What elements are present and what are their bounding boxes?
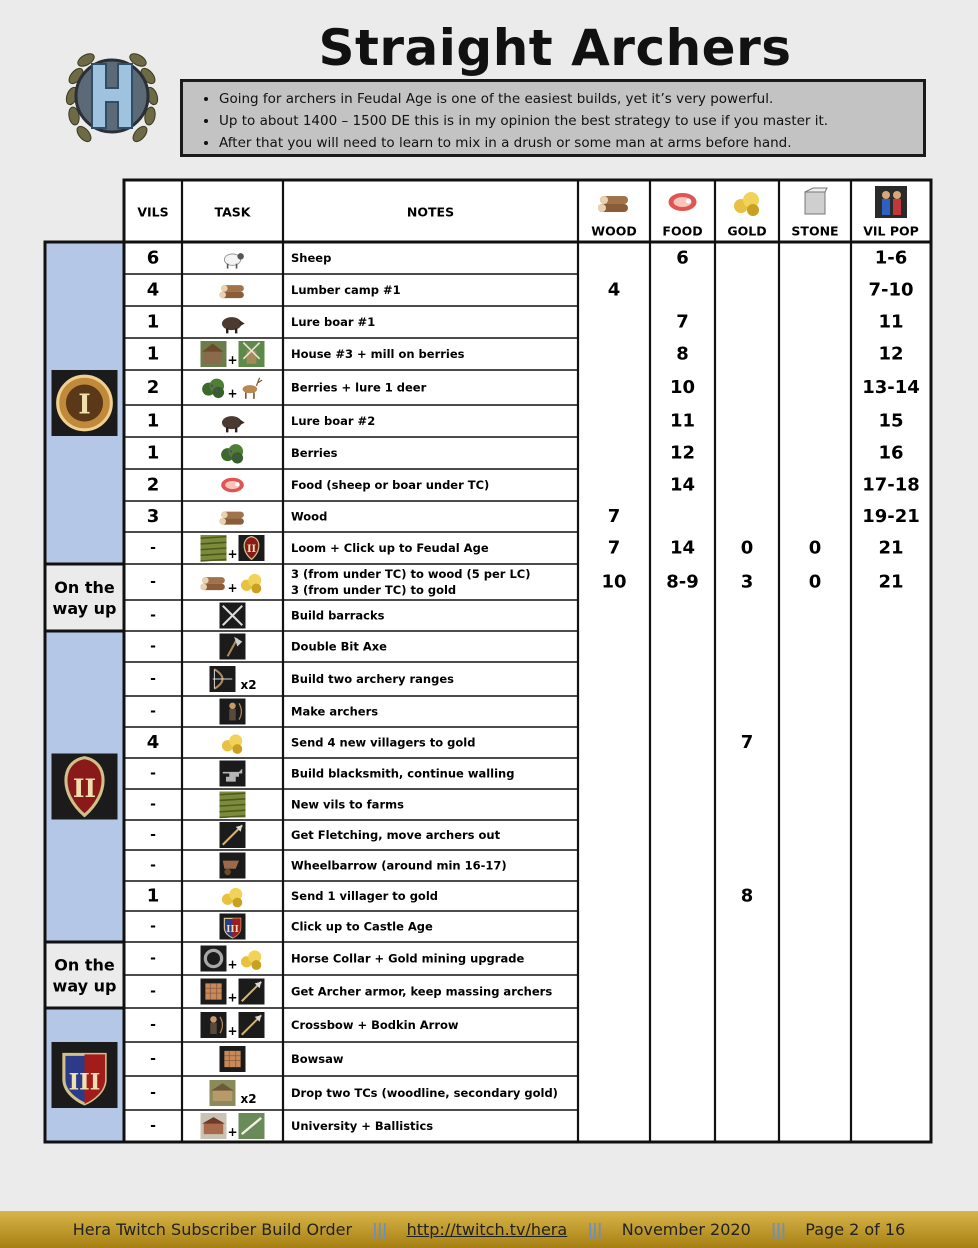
vils-count: 2: [146, 474, 160, 496]
gold-value: 0: [740, 537, 754, 559]
vils-count: -: [150, 703, 156, 720]
header-wood-icon: [598, 196, 628, 212]
row-note: Sheep: [291, 251, 332, 265]
vils-count: -: [150, 765, 156, 782]
row-note: Get Archer armor, keep massing archers: [291, 984, 553, 999]
footer-separator: |||: [587, 1220, 602, 1239]
plus-sign: +: [227, 957, 238, 972]
vils-count: 1: [146, 885, 160, 907]
header-meat-icon: [669, 193, 697, 211]
row-note: 3 (from under TC) to wood (5 per LC): [291, 567, 531, 581]
row-note: New vils to farms: [291, 797, 404, 812]
header-pop: VIL POP: [863, 223, 919, 239]
pop-value: 17-18: [862, 474, 920, 496]
age-section: [45, 942, 124, 1008]
intro-line: • Going for archers in Feudal Age is one of the easiest builds, yet it’s very powerful.: [219, 88, 923, 110]
vils-count: -: [150, 983, 156, 1000]
wood-value: 4: [607, 279, 621, 301]
row-note: 3 (from under TC) to gold: [291, 583, 457, 597]
plus-sign: +: [227, 581, 238, 595]
vils-count: -: [150, 950, 156, 967]
footer-source: Hera Twitch Subscriber Build Order: [72, 1220, 353, 1239]
gold-value: 7: [740, 732, 754, 753]
ballistics-icon: [239, 1113, 265, 1139]
vils-count: -: [150, 796, 156, 813]
header-wood: WOOD: [591, 223, 637, 239]
svg-text:I: I: [78, 389, 91, 421]
pop-value: 11: [878, 311, 904, 333]
plus-sign: +: [227, 1125, 238, 1139]
plus-sign: +: [227, 386, 238, 401]
food-value: 10: [669, 377, 696, 398]
town-center-icon: [210, 1080, 236, 1106]
stone-value: 0: [808, 537, 822, 559]
archer-armor-icon: [201, 979, 227, 1005]
row-note: Berries: [291, 446, 338, 460]
vils-count: 1: [146, 442, 160, 464]
intro-line: • After that you will need to learn to mix in a drush or some man at arms before hand.: [219, 132, 923, 154]
wood-value: 10: [601, 571, 627, 593]
mill-icon: [239, 341, 265, 367]
food-value: 14: [669, 537, 696, 559]
vils-count: 4: [146, 732, 160, 753]
row-note: Get Fletching, move archers out: [291, 828, 501, 842]
row-note: Drop two TCs (woodline, secondary gold): [291, 1086, 558, 1100]
farm-icon: [220, 792, 246, 818]
pop-value: 1-6: [874, 247, 908, 269]
food-value: 7: [676, 311, 689, 333]
intro-line: • Up to about 1400 – 1500 DE this is in my opinion the best strategy to use if you master it.: [219, 110, 923, 132]
university-icon: [201, 1113, 227, 1139]
archery-range-icon: [210, 666, 236, 692]
food-value: 14: [669, 474, 696, 496]
row-note: Double Bit Axe: [291, 639, 387, 654]
multiplier-label: x2: [240, 678, 257, 692]
vils-count: 4: [146, 279, 160, 301]
fletching-icon: [220, 822, 246, 848]
wood-icon: [201, 577, 225, 590]
wood-icon: [220, 285, 244, 298]
food-value: 8-9: [666, 571, 699, 593]
header-vils: VILS: [137, 204, 169, 220]
vils-count: 1: [146, 410, 160, 432]
plus-sign: +: [227, 1024, 238, 1038]
row-note: Send 1 villager to gold: [291, 889, 439, 903]
food-value: 6: [676, 247, 689, 269]
age-section-icon: [52, 1042, 118, 1108]
bodkin-arrow-icon: [239, 1012, 265, 1038]
multiplier-label: x2: [240, 1092, 257, 1106]
footer-separator: |||: [372, 1220, 387, 1239]
page-number: Page 2 of 16: [805, 1220, 906, 1239]
footer-date: November 2020: [621, 1220, 751, 1239]
vils-count: -: [150, 1118, 156, 1134]
arrow-icon: [239, 979, 265, 1005]
vils-count: 1: [146, 343, 160, 365]
footer-separator: |||: [770, 1220, 786, 1239]
pop-value: 19-21: [862, 506, 920, 527]
age-section-icon: [52, 754, 118, 820]
pop-value: 15: [878, 410, 904, 432]
vils-count: -: [150, 574, 156, 590]
wood-icon: [220, 512, 244, 525]
row-note: Lure boar #1: [291, 315, 376, 329]
vils-count: -: [150, 607, 156, 624]
twitch-link[interactable]: http://twitch.tv/hera: [406, 1220, 568, 1239]
on-the-way-up-label: On the: [54, 955, 115, 975]
plus-sign: +: [227, 990, 238, 1005]
wood-value: 7: [607, 537, 621, 559]
row-note: Build two archery ranges: [291, 672, 454, 686]
food-value: 8: [676, 343, 689, 365]
row-note: Bowsaw: [291, 1052, 344, 1066]
crossbow-icon: [201, 1012, 227, 1038]
wheelbarrow-icon: [220, 853, 246, 879]
loom-icon: [201, 535, 227, 561]
feudal-age-icon: [239, 535, 265, 561]
row-note: House #3 + mill on berries: [291, 347, 465, 361]
row-note: Build blacksmith, continue walling: [291, 766, 515, 781]
row-note: Wood: [291, 509, 328, 524]
plus-sign: +: [227, 353, 238, 367]
stone-value: 0: [808, 571, 822, 593]
vils-count: 6: [146, 247, 160, 269]
bowsaw-icon: [220, 1046, 246, 1072]
pop-value: 21: [878, 571, 904, 593]
gold-value: 3: [740, 571, 754, 593]
header-stone: STONE: [791, 223, 839, 239]
svg-text:II: II: [246, 544, 257, 556]
on-the-way-up-label: On the: [54, 578, 115, 597]
archer-icon: [220, 699, 246, 725]
header-notes: NOTES: [406, 204, 455, 220]
pop-value: 12: [878, 343, 904, 365]
vils-count: -: [150, 857, 156, 874]
pop-value: 16: [878, 442, 904, 464]
row-note: Lumber camp #1: [291, 283, 401, 297]
vils-count: -: [150, 918, 156, 935]
row-note: Build barracks: [291, 608, 385, 623]
age-section: [45, 564, 124, 631]
header-task: TASK: [214, 204, 251, 220]
vils-count: -: [150, 1085, 156, 1101]
house-icon: [201, 341, 227, 367]
meat-icon: [221, 478, 244, 493]
row-note: Lure boar #2: [291, 414, 376, 428]
row-note: Wheelbarrow (around min 16-17): [291, 858, 507, 873]
vils-count: 1: [146, 311, 160, 333]
row-note: Food (sheep or boar under TC): [291, 478, 490, 492]
vils-count: -: [150, 827, 156, 843]
horse-collar-icon: [201, 946, 227, 972]
svg-text:III: III: [226, 925, 239, 936]
row-note: Click up to Castle Age: [291, 919, 433, 934]
plus-sign: +: [227, 547, 238, 561]
age-section-icon: [52, 370, 118, 436]
vils-count: -: [150, 540, 156, 556]
gold-value: 8: [740, 885, 754, 907]
barracks-icon: [220, 603, 246, 629]
pop-value: 21: [878, 537, 904, 559]
castle-age-icon: [220, 914, 246, 940]
svg-text:III: III: [68, 1069, 101, 1096]
header-food: FOOD: [662, 223, 703, 239]
page-title: Straight Archers: [318, 19, 792, 77]
on-the-way-up-label: way up: [52, 599, 117, 618]
footer: [0, 1211, 978, 1248]
food-value: 12: [669, 442, 696, 464]
row-note: Send 4 new villagers to gold: [291, 735, 476, 750]
vils-count: -: [150, 638, 156, 655]
header-villager-icon: [875, 186, 907, 218]
row-note: Crossbow + Bodkin Arrow: [291, 1018, 459, 1032]
row-note: Berries + lure 1 deer: [291, 380, 427, 395]
vils-count: -: [150, 1051, 156, 1067]
row-note: Horse Collar + Gold mining upgrade: [291, 951, 525, 966]
axe-icon: [220, 634, 246, 660]
pop-value: 13-14: [862, 377, 920, 398]
header-gold: GOLD: [727, 223, 767, 239]
vils-count: 3: [146, 506, 160, 527]
row-note: Loom + Click up to Feudal Age: [291, 541, 489, 555]
vils-count: -: [150, 1017, 156, 1033]
pop-value: 7-10: [868, 279, 914, 301]
svg-text:II: II: [72, 773, 97, 803]
on-the-way-up-label: way up: [52, 976, 117, 996]
vils-count: -: [150, 671, 156, 687]
header-stone-icon: [805, 188, 827, 214]
vils-count: 2: [146, 377, 160, 398]
row-note: University + Ballistics: [291, 1119, 434, 1133]
wood-value: 7: [607, 506, 621, 527]
row-note: Make archers: [291, 704, 379, 719]
blacksmith-icon: [220, 761, 246, 787]
food-value: 11: [669, 410, 696, 432]
